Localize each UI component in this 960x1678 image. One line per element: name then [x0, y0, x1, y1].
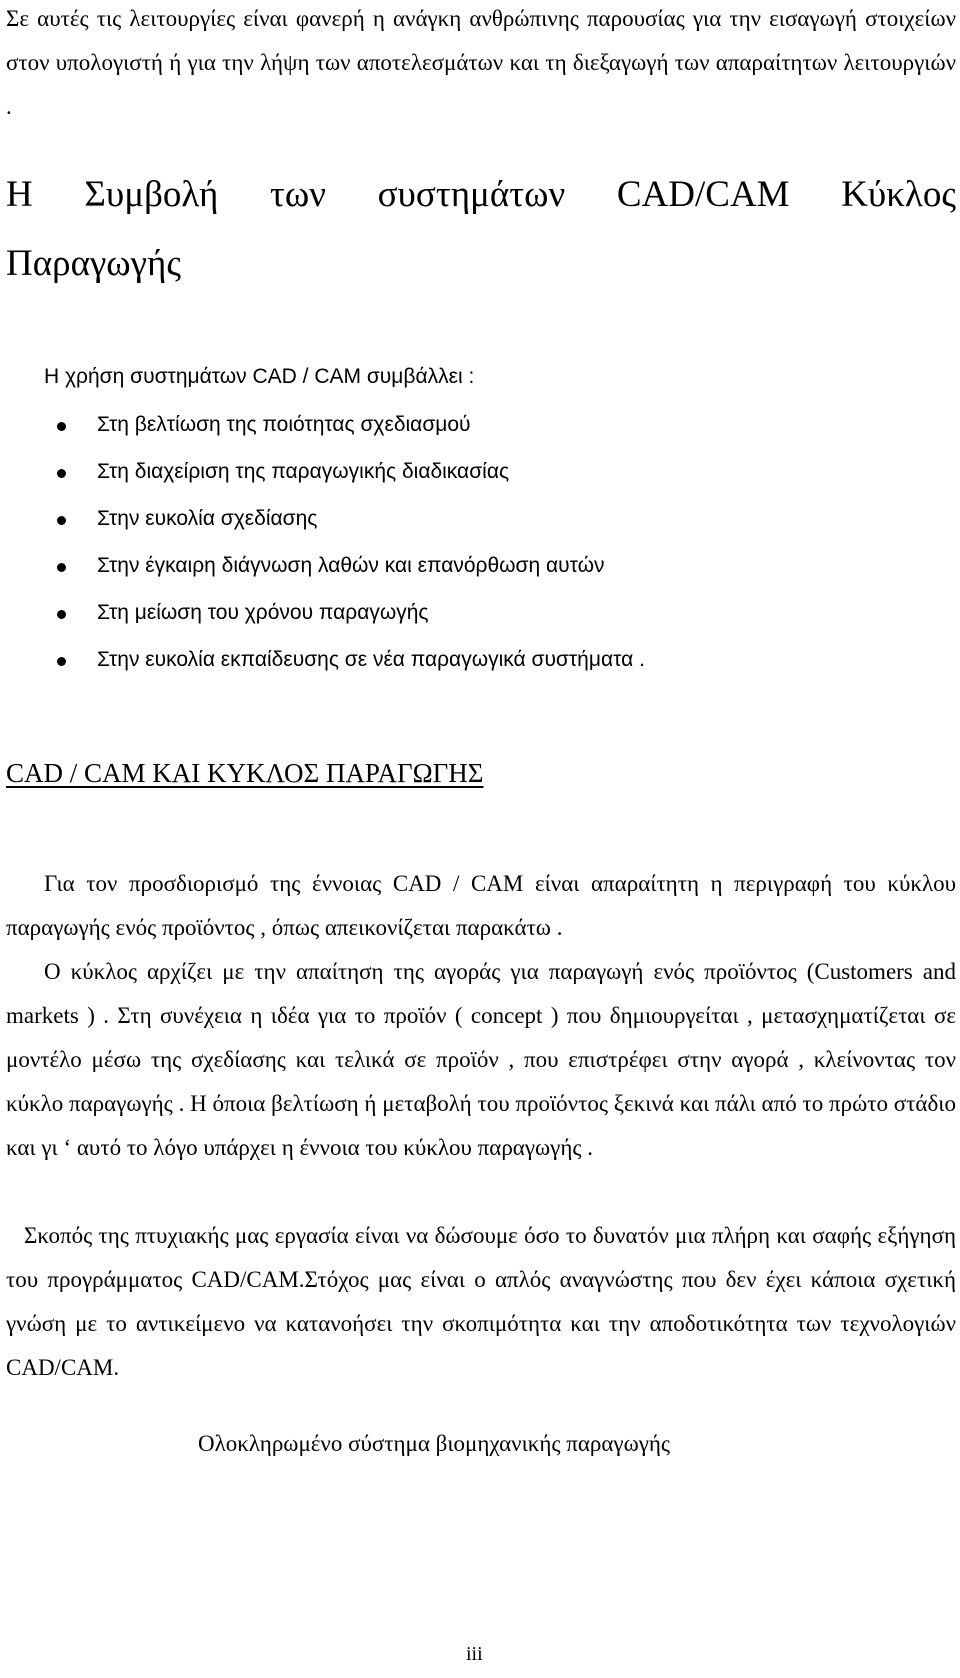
paragraph-cycle: Ο κύκλος αρχίζει με την απαίτηση της αγοράς για παραγωγή ενός προϊόντος (Customers and markets ) . Στη συνέχεια η ιδέα για το προϊόν ( concept ) που δημιουργείται , μετασχηματίζεται σε μοντέλο μέσω της σχεδίασης και τελικά σε προϊόν , που επιστρέφει στην αγορά , κλείνοντας τον κύκλο παραγωγής . Η όποια βελτίωση ή μεταβολή του προϊόντος ξεκινά και πάλι από το πρώτο στάδιο και γι ‘ αυτό το λόγο υπάρχει η έννοια του κύκλου παραγωγής . — [6, 959, 956, 1160]
bullet-icon — [57, 516, 66, 525]
list-item-label: Στην έγκαιρη διάγνωση λαθών και επανόρθωση αυτών — [97, 554, 605, 577]
figure-caption: Ολοκληρωμένο σύστημα βιομηχανικής παραγωγής — [198, 1431, 671, 1456]
main-heading-line2: Παραγωγής — [6, 243, 182, 284]
bullet-icon — [57, 610, 66, 619]
section-heading: CAD / CAM ΚΑΙ ΚΥΚΛΟΣ ΠΑΡΑΓΩΓΗΣ — [6, 758, 484, 788]
list-item-label: Στην ευκολία σχεδίασης — [97, 507, 318, 530]
bullet-icon — [57, 422, 66, 431]
page-number: iii — [466, 1643, 483, 1665]
main-heading — [6, 160, 956, 298]
bullet-icon — [57, 563, 66, 572]
intro-text: Η χρήση συστημάτων CAD / CAM συμβάλλει : — [44, 365, 475, 388]
paragraph-definition: Για τον προσδιορισμό της έννοιας CAD / CAM είναι απαραίτητη η περιγραφή του κύκλου παραγωγής ενός προϊόντος , όπως απεικονίζεται παρακάτω . — [6, 871, 956, 940]
list-item-label: Στη βελτίωση της ποιότητας σχεδιασμού — [97, 413, 471, 436]
bullet-icon — [57, 657, 66, 666]
list-item-label: Στην ευκολία εκπαίδευσης σε νέα παραγωγικά συστήματα . — [97, 648, 645, 671]
main-heading-line1: Η Συμβολή των συστημάτων CAD/CAM Κύκλος — [6, 174, 956, 215]
top-paragraph: Σε αυτές τις λειτουργίες είναι φανερή η ανάγκη ανθρώπινης παρουσίας για την εισαγωγή στοιχείων στον υπολογιστή ή για την λήψη των αποτελεσμάτων και τη διεξαγωγή των απαραίτητων λειτουργιών . — [6, 6, 956, 119]
list-item-label: Στη μείωση του χρόνου παραγωγής — [97, 601, 429, 624]
bullet-icon — [57, 469, 66, 478]
list-item-label: Στη διαχείριση της παραγωγικής διαδικασίας — [97, 460, 510, 483]
paragraph-purpose: Σκοπός της πτυχιακής μας εργασία είναι να δώσουμε όσο το δυνατόν μια πλήρη και σαφής εξήγηση του προγράμματος CAD/CAM.Στόχος μας είναι ο απλός αναγνώστης που δεν έχει κάποια σχετική γνώση με το αντικείμενο να κατανοήσει την σκοπιμότητα και την αποδοτικότητα των τεχνολογιών CAD/CAM. — [6, 1223, 956, 1380]
